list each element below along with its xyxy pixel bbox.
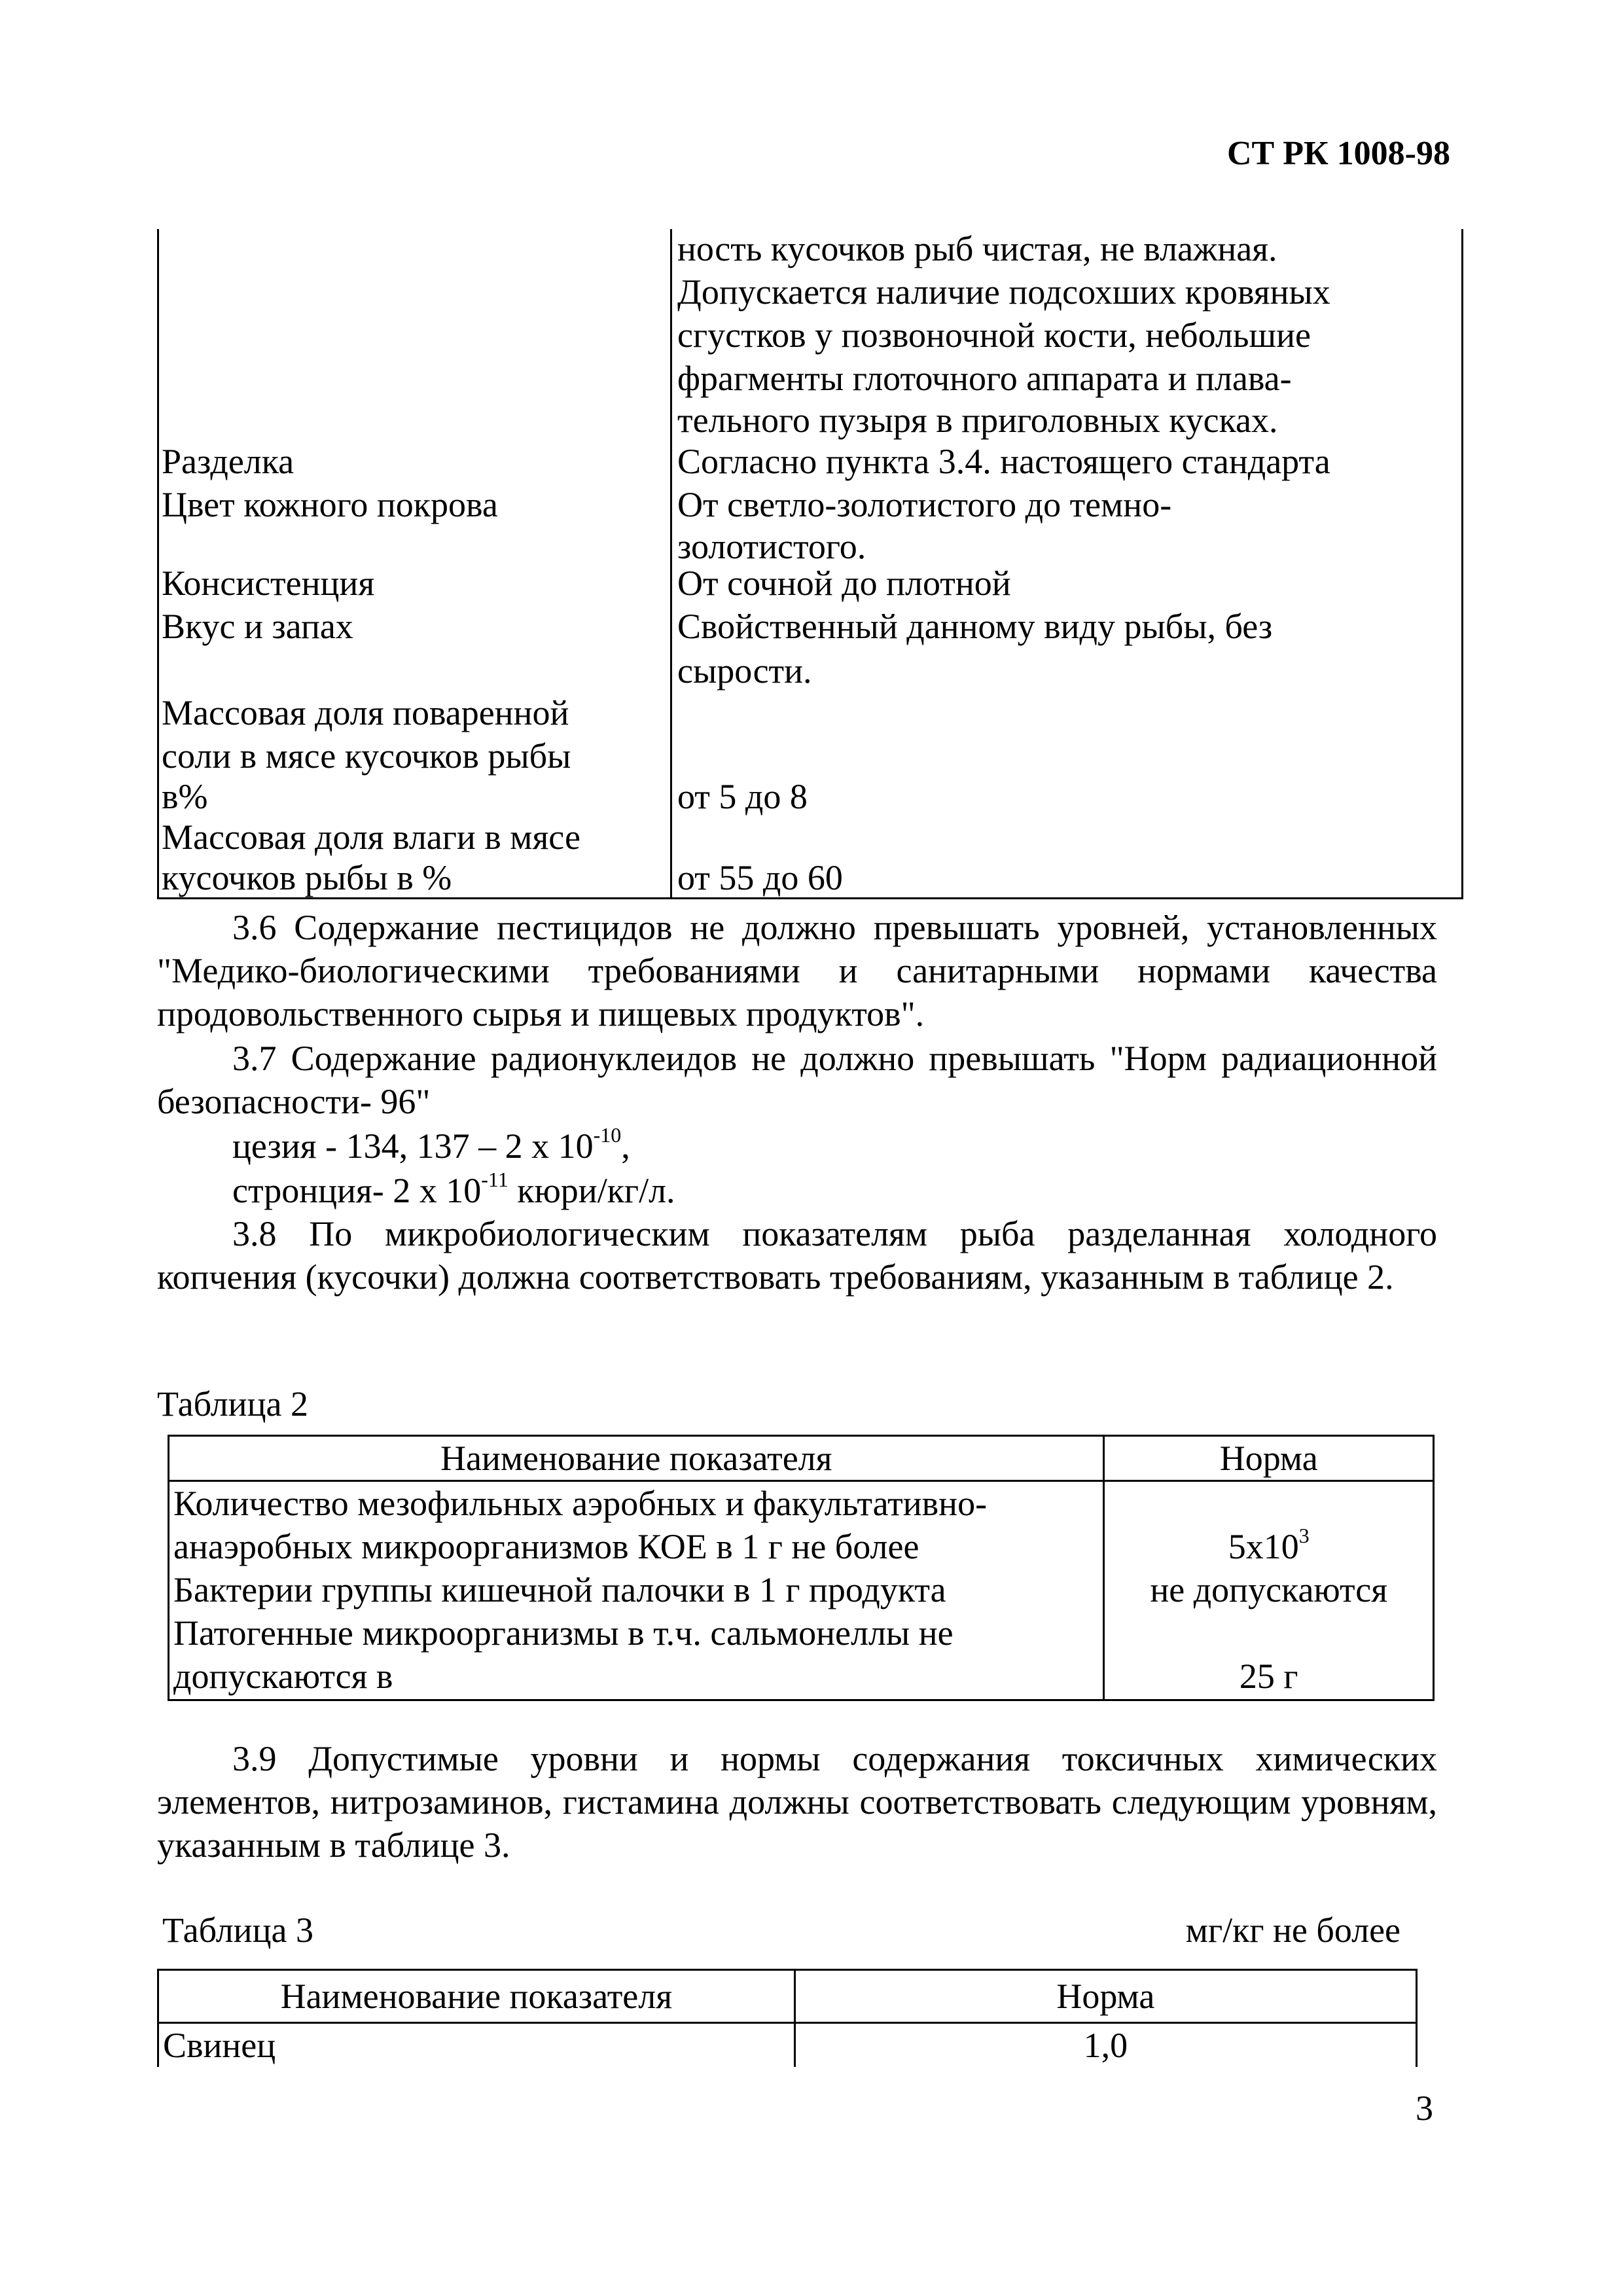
- table1-name: соли в мясе кусочков рыбы: [162, 736, 571, 776]
- table3-row: [158, 2023, 1417, 2068]
- table1-value-line: Допускается наличие подсохших кровяных: [677, 272, 1330, 312]
- table2-name-line: допускаются в: [173, 1657, 393, 1696]
- strontium-exponent: -11: [481, 1168, 508, 1191]
- table2-name-line: анаэробных микроорганизмов КОЕ в 1 г не более: [173, 1527, 919, 1566]
- table3-header-name: Наименование показателя: [158, 1970, 795, 2023]
- table1-value-line: сгустков у позвоночной кости, небольшие: [677, 315, 1311, 355]
- table2-norm-line: 25 г: [1239, 1657, 1298, 1696]
- table1-value: сырости.: [677, 651, 812, 691]
- paragraph-3-8-text: 3.8 По микробиологическим показателям рыба разделанная холодного копчения (кусочки) должна соответствовать требованиям, указанным в таблице 2.: [157, 1214, 1437, 1297]
- standard-code: СТ РК 1008-98: [1226, 135, 1450, 172]
- table1-value: золотистого.: [677, 527, 866, 566]
- table2-body-row: [169, 1481, 1434, 1700]
- table1-mid-divider: [670, 229, 672, 899]
- table1-value-line: тельного пузыря в приголовных кусках.: [677, 401, 1278, 440]
- table2-norm-line: не допускаются: [1150, 1570, 1388, 1609]
- table2-norm-base: 5х10: [1228, 1527, 1299, 1566]
- paragraph-3-7-text: 3.7 Содержание радионуклеидов не должно превышать "Норм радиационной безопасности- 96": [157, 1039, 1437, 1121]
- table2-norm-spacer: [1109, 1611, 1429, 1655]
- table1-value: от 5 до 8: [677, 777, 808, 816]
- table3: [157, 1969, 1418, 2067]
- table3-name: Свинец: [158, 2023, 795, 2068]
- table1-value-line: ность кусочков рыб чистая, не влажная.: [677, 229, 1277, 268]
- table1-name: Консистенция: [162, 564, 375, 603]
- table1: [157, 229, 1463, 899]
- table2-name-line: Бактерии группы кишечной палочки в 1 г продукта: [173, 1570, 946, 1609]
- strontium-line: [232, 1169, 675, 1212]
- paragraph-3-6-text: 3.6 Содержание пестицидов не должно превышать уровней, установленных "Медико-биологическими требованиями и санитарными нормами качества продовольственного сырья и пищевых продуктов".: [157, 908, 1437, 1033]
- page-number: 3: [1416, 2089, 1433, 2128]
- table2-norm-spacer: [1109, 1482, 1429, 1525]
- paragraph-3-9: [157, 1737, 1437, 1867]
- table2-header-norm: Норма: [1104, 1436, 1434, 1481]
- table3-header-norm: Норма: [794, 1970, 1416, 2023]
- table1-name: Цвет кожного покрова: [162, 485, 498, 524]
- paragraph-3-7: [157, 1037, 1437, 1123]
- table2-norm-line: [1109, 1525, 1429, 1568]
- table1-value: Свойственный данному виду рыбы, без: [677, 607, 1273, 646]
- strontium-text: стронция- 2 х 10: [232, 1171, 482, 1210]
- cesium-exponent: -10: [593, 1123, 622, 1147]
- table1-value: Согласно пункта 3.4. настоящего стандарта: [677, 442, 1330, 481]
- table1-name: Массовая доля влаги в мясе: [162, 817, 580, 857]
- table1-name: Массовая доля поваренной: [162, 693, 569, 732]
- table2-norm-exponent: 3: [1298, 1524, 1310, 1547]
- table2-name-line: Патогенные микроорганизмы в т.ч. сальмонеллы не: [173, 1613, 954, 1653]
- table1-value: От сочной до плотной: [677, 564, 1011, 603]
- table2-norm-cell: [1104, 1481, 1434, 1700]
- table3-norm: 1,0: [794, 2023, 1416, 2068]
- table2: [168, 1435, 1435, 1701]
- cesium-line: [232, 1124, 630, 1168]
- table1-left-border: [157, 229, 159, 899]
- table1-value: от 55 до 60: [677, 858, 843, 897]
- table3-unit: мг/кг не более: [1185, 1910, 1400, 1950]
- strontium-tail: кюри/кг/л.: [508, 1171, 675, 1210]
- table1-value-line: фрагменты глоточного аппарата и плава-: [677, 359, 1292, 398]
- paragraph-3-8: [157, 1212, 1437, 1299]
- cesium-tail: ,: [621, 1126, 630, 1166]
- paragraph-3-9-text: 3.9 Допустимые уровни и нормы содержания токсичных химических элементов, нитрозаминов, гистамина должны соответствовать следующим уровням, указанным в таблице 3.: [157, 1739, 1437, 1865]
- table1-name: Разделка: [162, 442, 294, 481]
- paragraph-3-6: [157, 906, 1437, 1035]
- table2-header-name: Наименование показателя: [169, 1436, 1104, 1481]
- cesium-text: цезия - 134, 137 – 2 х 10: [232, 1126, 594, 1166]
- table2-header-row: [169, 1436, 1434, 1481]
- table1-right-border: [1461, 229, 1463, 899]
- table3-header-row: [158, 1970, 1417, 2023]
- table1-name: в%: [162, 777, 208, 816]
- table2-name-line: Количество мезофильных аэробных и факультативно-: [173, 1484, 988, 1523]
- table1-value: От светло-золотистого до темно-: [677, 485, 1172, 524]
- table1-name: кусочков рыбы в %: [162, 858, 452, 897]
- table3-caption: Таблица 3: [162, 1910, 313, 1950]
- table1-name: Вкус и запах: [162, 607, 353, 646]
- table2-name-cell: [169, 1481, 1104, 1700]
- table2-caption: Таблица 2: [157, 1384, 308, 1424]
